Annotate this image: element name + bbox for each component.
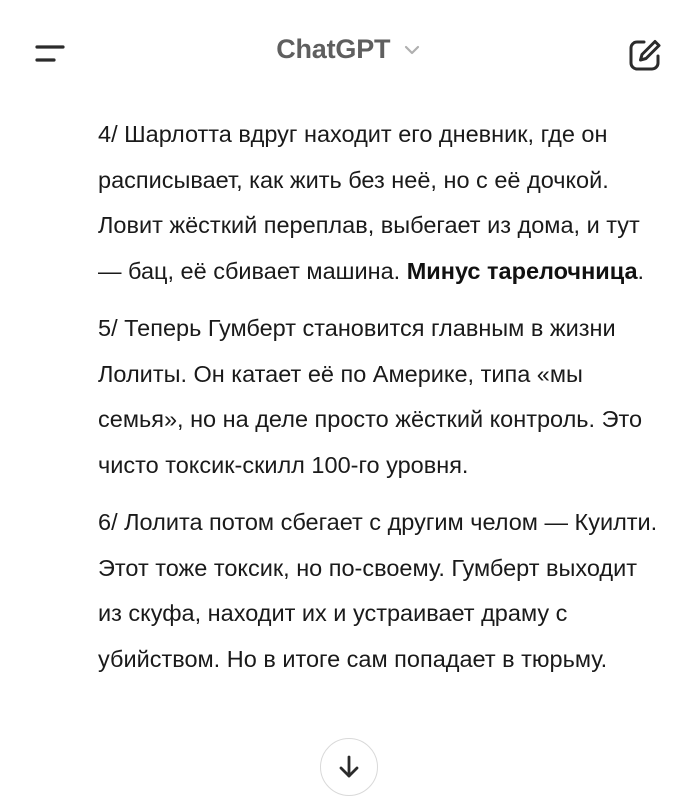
message-paragraph-4: 4/ Шарлотта вдруг находит его дневник, где он расписывает, как жить без неё, но с её дочкой. Ловит жёсткий переплав, выбегает из дома, и тут — бац, её сбивает машина. Минус тарелочница. [98,121,645,284]
top-bar [0,0,697,106]
bold-phrase: Минус тарелочница [406,257,638,284]
new-chat-button[interactable] [626,36,664,74]
new-chat-icon [626,36,664,74]
app-title: ChatGPT [276,34,391,64]
chevron-down-icon [403,44,421,56]
model-selector[interactable] [0,34,697,65]
assistant-message [98,112,658,694]
message-paragraph-6: 6/ Лолита потом сбегает с другим челом — Куилти. Этот тоже токсик, но по-своему. Гумберт выходит из скуфа, находит их и устраивает драму с убийством. Но в итоге сам попадает в тюрьму. [98,509,658,672]
message-paragraph-5: 5/ Теперь Гумберт становится главным в жизни Лолиты. Он катает её по Америке, типа «мы семья», но на деле просто жёсткий контроль. Это чисто токсик-скилл 100-го уровня. [98,315,643,478]
scroll-to-bottom-button[interactable] [320,738,378,796]
arrow-down-icon [336,753,362,781]
